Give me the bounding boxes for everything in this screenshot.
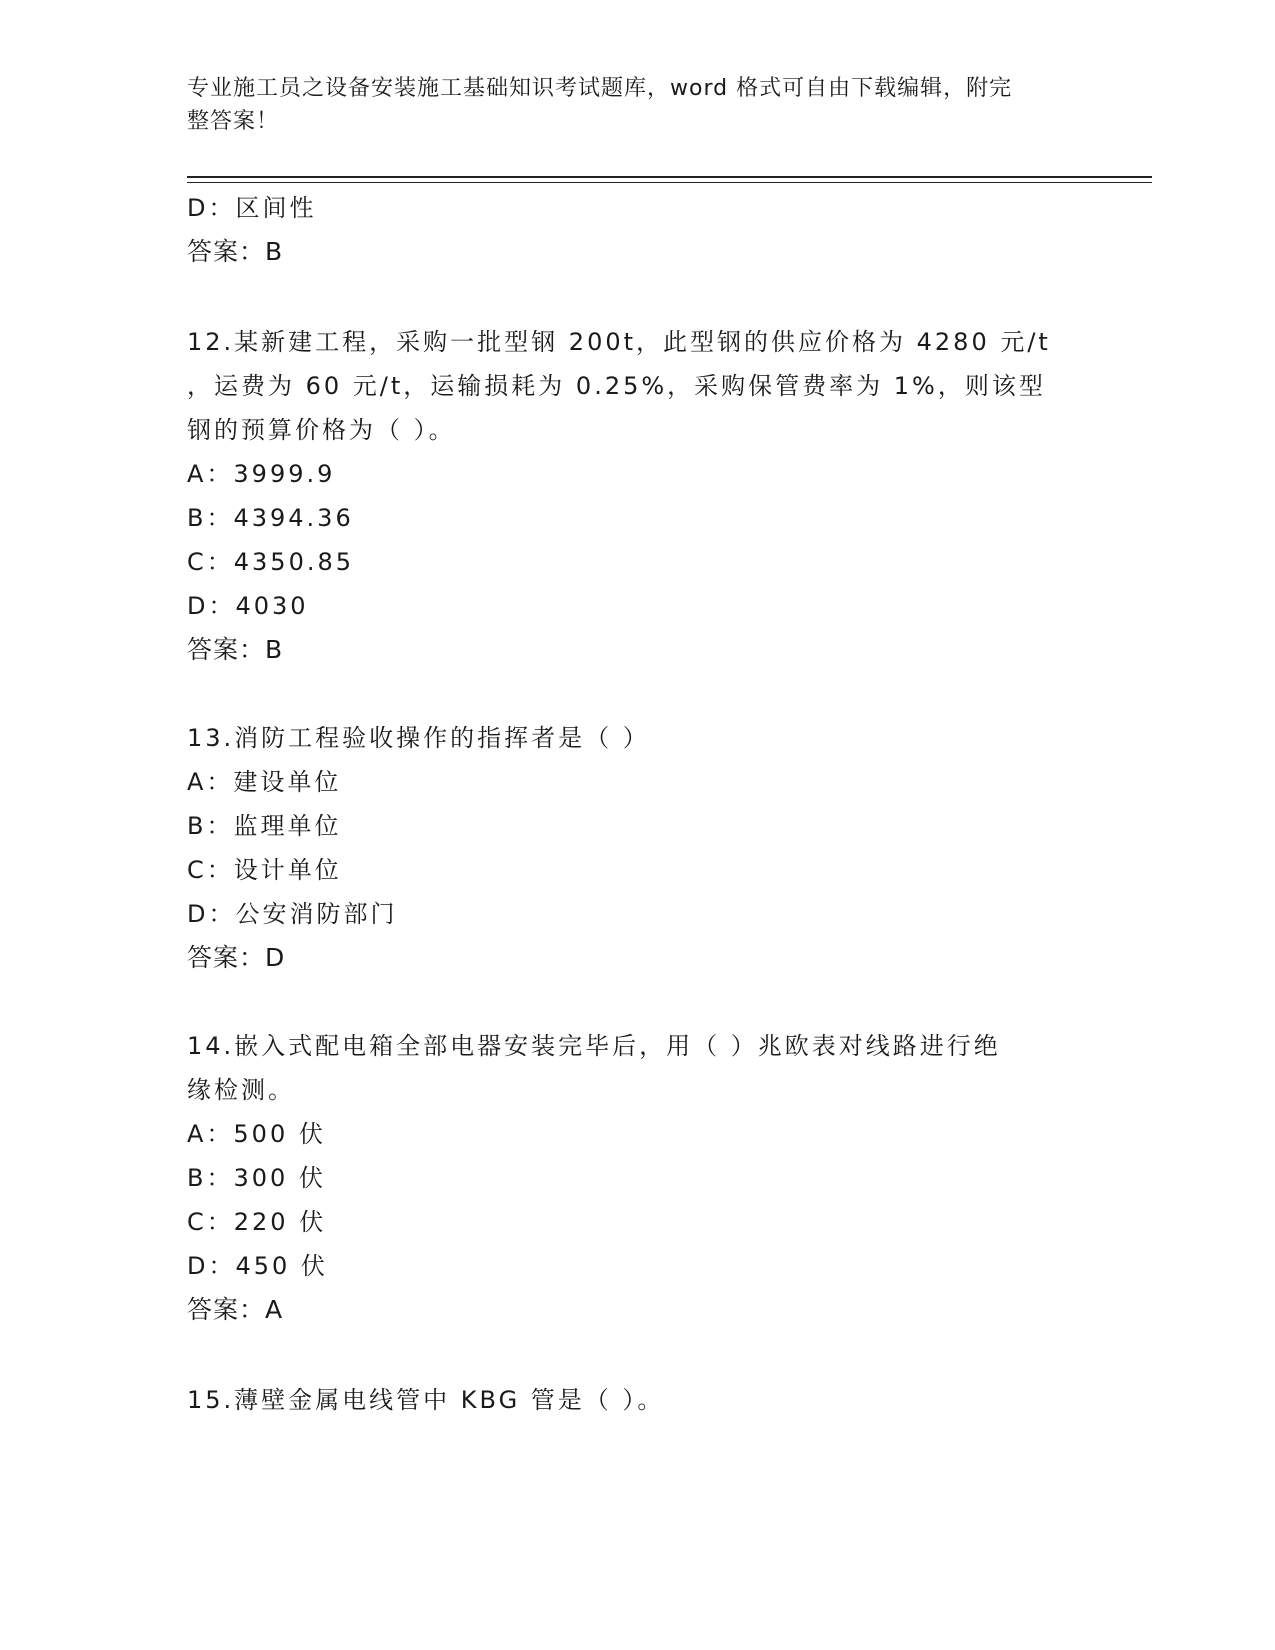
q13-option-a: A：建设单位 [187,768,342,796]
q12-text-line-3: 钢的预算价格为（ ）。 [187,416,456,444]
header-rule-thin [187,182,1152,183]
document-header [187,72,1067,138]
q13-option-b: B：监理单位 [187,812,342,840]
q14-text-line-1: 14.嵌入式配电箱全部电器安装完毕后，用（ ）兆欧表对线路进行绝 [187,1032,1001,1060]
q12-option-b: B：4394.36 [187,504,354,532]
q14-text-line-2: 缘检测。 [187,1076,295,1104]
q14-option-d: D：450 伏 [187,1252,328,1280]
q13-option-d: D：公安消防部门 [187,900,398,928]
q12-option-d: D：4030 [187,592,309,620]
q14-option-a: A：500 伏 [187,1120,326,1148]
q13-answer: 答案：D [187,943,286,972]
q14-answer: 答案：A [187,1295,284,1324]
q14-option-c: C：220 伏 [187,1208,327,1236]
q15-text-line-1: 15.薄壁金属电线管中 KBG 管是（ ）。 [187,1386,665,1414]
q12-option-c: C：4350.85 [187,548,355,576]
q12-option-a: A：3999.9 [187,460,336,488]
header-line-1: 专业施工员之设备安装施工基础知识考试题库，word 格式可自由下载编辑，附完 [187,76,1013,101]
prev-answer: 答案：B [187,237,284,266]
q14-option-b: B：300 伏 [187,1164,326,1192]
q13-text-line-1: 13.消防工程验收操作的指挥者是（ ） [187,724,650,752]
header-line-2: 整答案！ [187,109,280,134]
q12-text-line-1: 12.某新建工程，采购一批型钢 200t，此型钢的供应价格为 4280 元/t [187,328,1051,356]
prev-option-d: D：区间性 [187,194,317,222]
q12-answer: 答案：B [187,635,284,664]
q12-text-line-2: ，运费为 60 元/t，运输损耗为 0.25%，采购保管费率为 1%，则该型 [187,372,1046,400]
q13-option-c: C：设计单位 [187,856,342,884]
header-rule-thick [187,176,1152,178]
